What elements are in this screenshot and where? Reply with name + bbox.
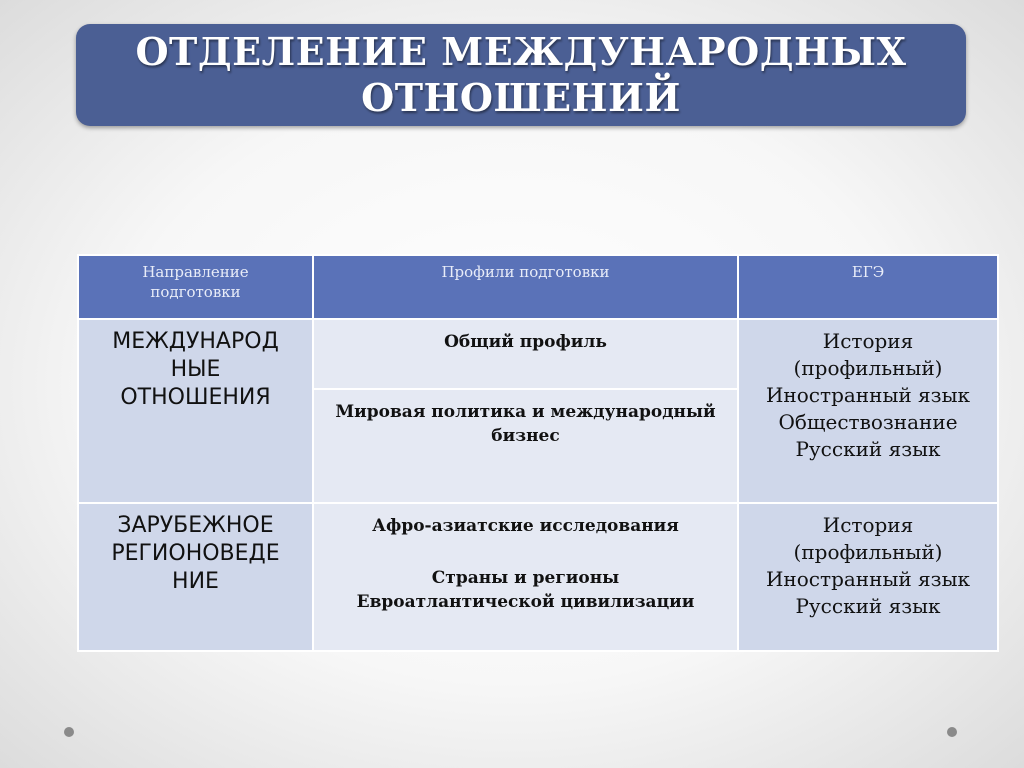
corner-dot-left bbox=[64, 727, 74, 737]
ege-subject: (профильный) bbox=[793, 356, 943, 380]
direction-cell bbox=[78, 319, 313, 503]
programs-table bbox=[77, 254, 999, 652]
direction-line: РЕГИОНОВЕДЕ bbox=[111, 541, 280, 566]
direction-line: МЕЖДУНАРОД bbox=[112, 329, 279, 354]
slide-title bbox=[135, 29, 906, 121]
direction-line: ОТНОШЕНИЯ bbox=[120, 385, 271, 410]
table-row bbox=[78, 503, 998, 651]
corner-dot-right bbox=[947, 727, 957, 737]
title-line-2: ОТНОШЕНИЙ bbox=[361, 75, 681, 120]
ege-subject: Русский язык bbox=[795, 437, 941, 461]
profile-name: Афро-азиатские исследования bbox=[372, 516, 679, 536]
profile-name: Страны и регионы bbox=[431, 568, 620, 588]
ege-subject: Иностранный язык bbox=[765, 567, 970, 591]
title-banner bbox=[76, 24, 966, 126]
header-ege-label: ЕГЭ bbox=[851, 263, 885, 281]
direction-line: НИЕ bbox=[172, 569, 219, 594]
profile-cell bbox=[313, 319, 738, 389]
profile-name: Общий профиль bbox=[444, 332, 607, 352]
ege-subject: История bbox=[822, 513, 914, 537]
header-direction bbox=[78, 255, 313, 319]
profile-name: Мировая политика и международный bbox=[335, 402, 716, 422]
header-direction-line-2: подготовки bbox=[150, 283, 241, 301]
header-row bbox=[78, 255, 998, 319]
direction-cell bbox=[78, 503, 313, 651]
ege-subject: Обществознание bbox=[778, 410, 958, 434]
ege-cell bbox=[738, 319, 998, 503]
ege-subject: (профильный) bbox=[793, 540, 943, 564]
header-profiles bbox=[313, 255, 738, 319]
profile-name: бизнес bbox=[491, 426, 560, 446]
ege-cell bbox=[738, 503, 998, 651]
direction-line: ЗАРУБЕЖНОЕ bbox=[117, 513, 274, 538]
ege-subject: Иностранный язык bbox=[765, 383, 970, 407]
title-line-1: ОТДЕЛЕНИЕ МЕЖДУНАРОДНЫХ bbox=[135, 29, 907, 74]
header-profiles-label: Профили подготовки bbox=[441, 263, 610, 281]
ege-subject: Русский язык bbox=[795, 594, 941, 618]
table-row bbox=[78, 319, 998, 389]
profile-name: Евроатлантической цивилизации bbox=[356, 592, 695, 612]
profile-cell bbox=[313, 389, 738, 503]
header-direction-line-1: Направление bbox=[142, 263, 249, 281]
profile-cell bbox=[313, 503, 738, 651]
ege-subject: История bbox=[822, 329, 914, 353]
spacer bbox=[314, 538, 737, 566]
header-ege bbox=[738, 255, 998, 319]
direction-line: НЫЕ bbox=[170, 357, 221, 382]
